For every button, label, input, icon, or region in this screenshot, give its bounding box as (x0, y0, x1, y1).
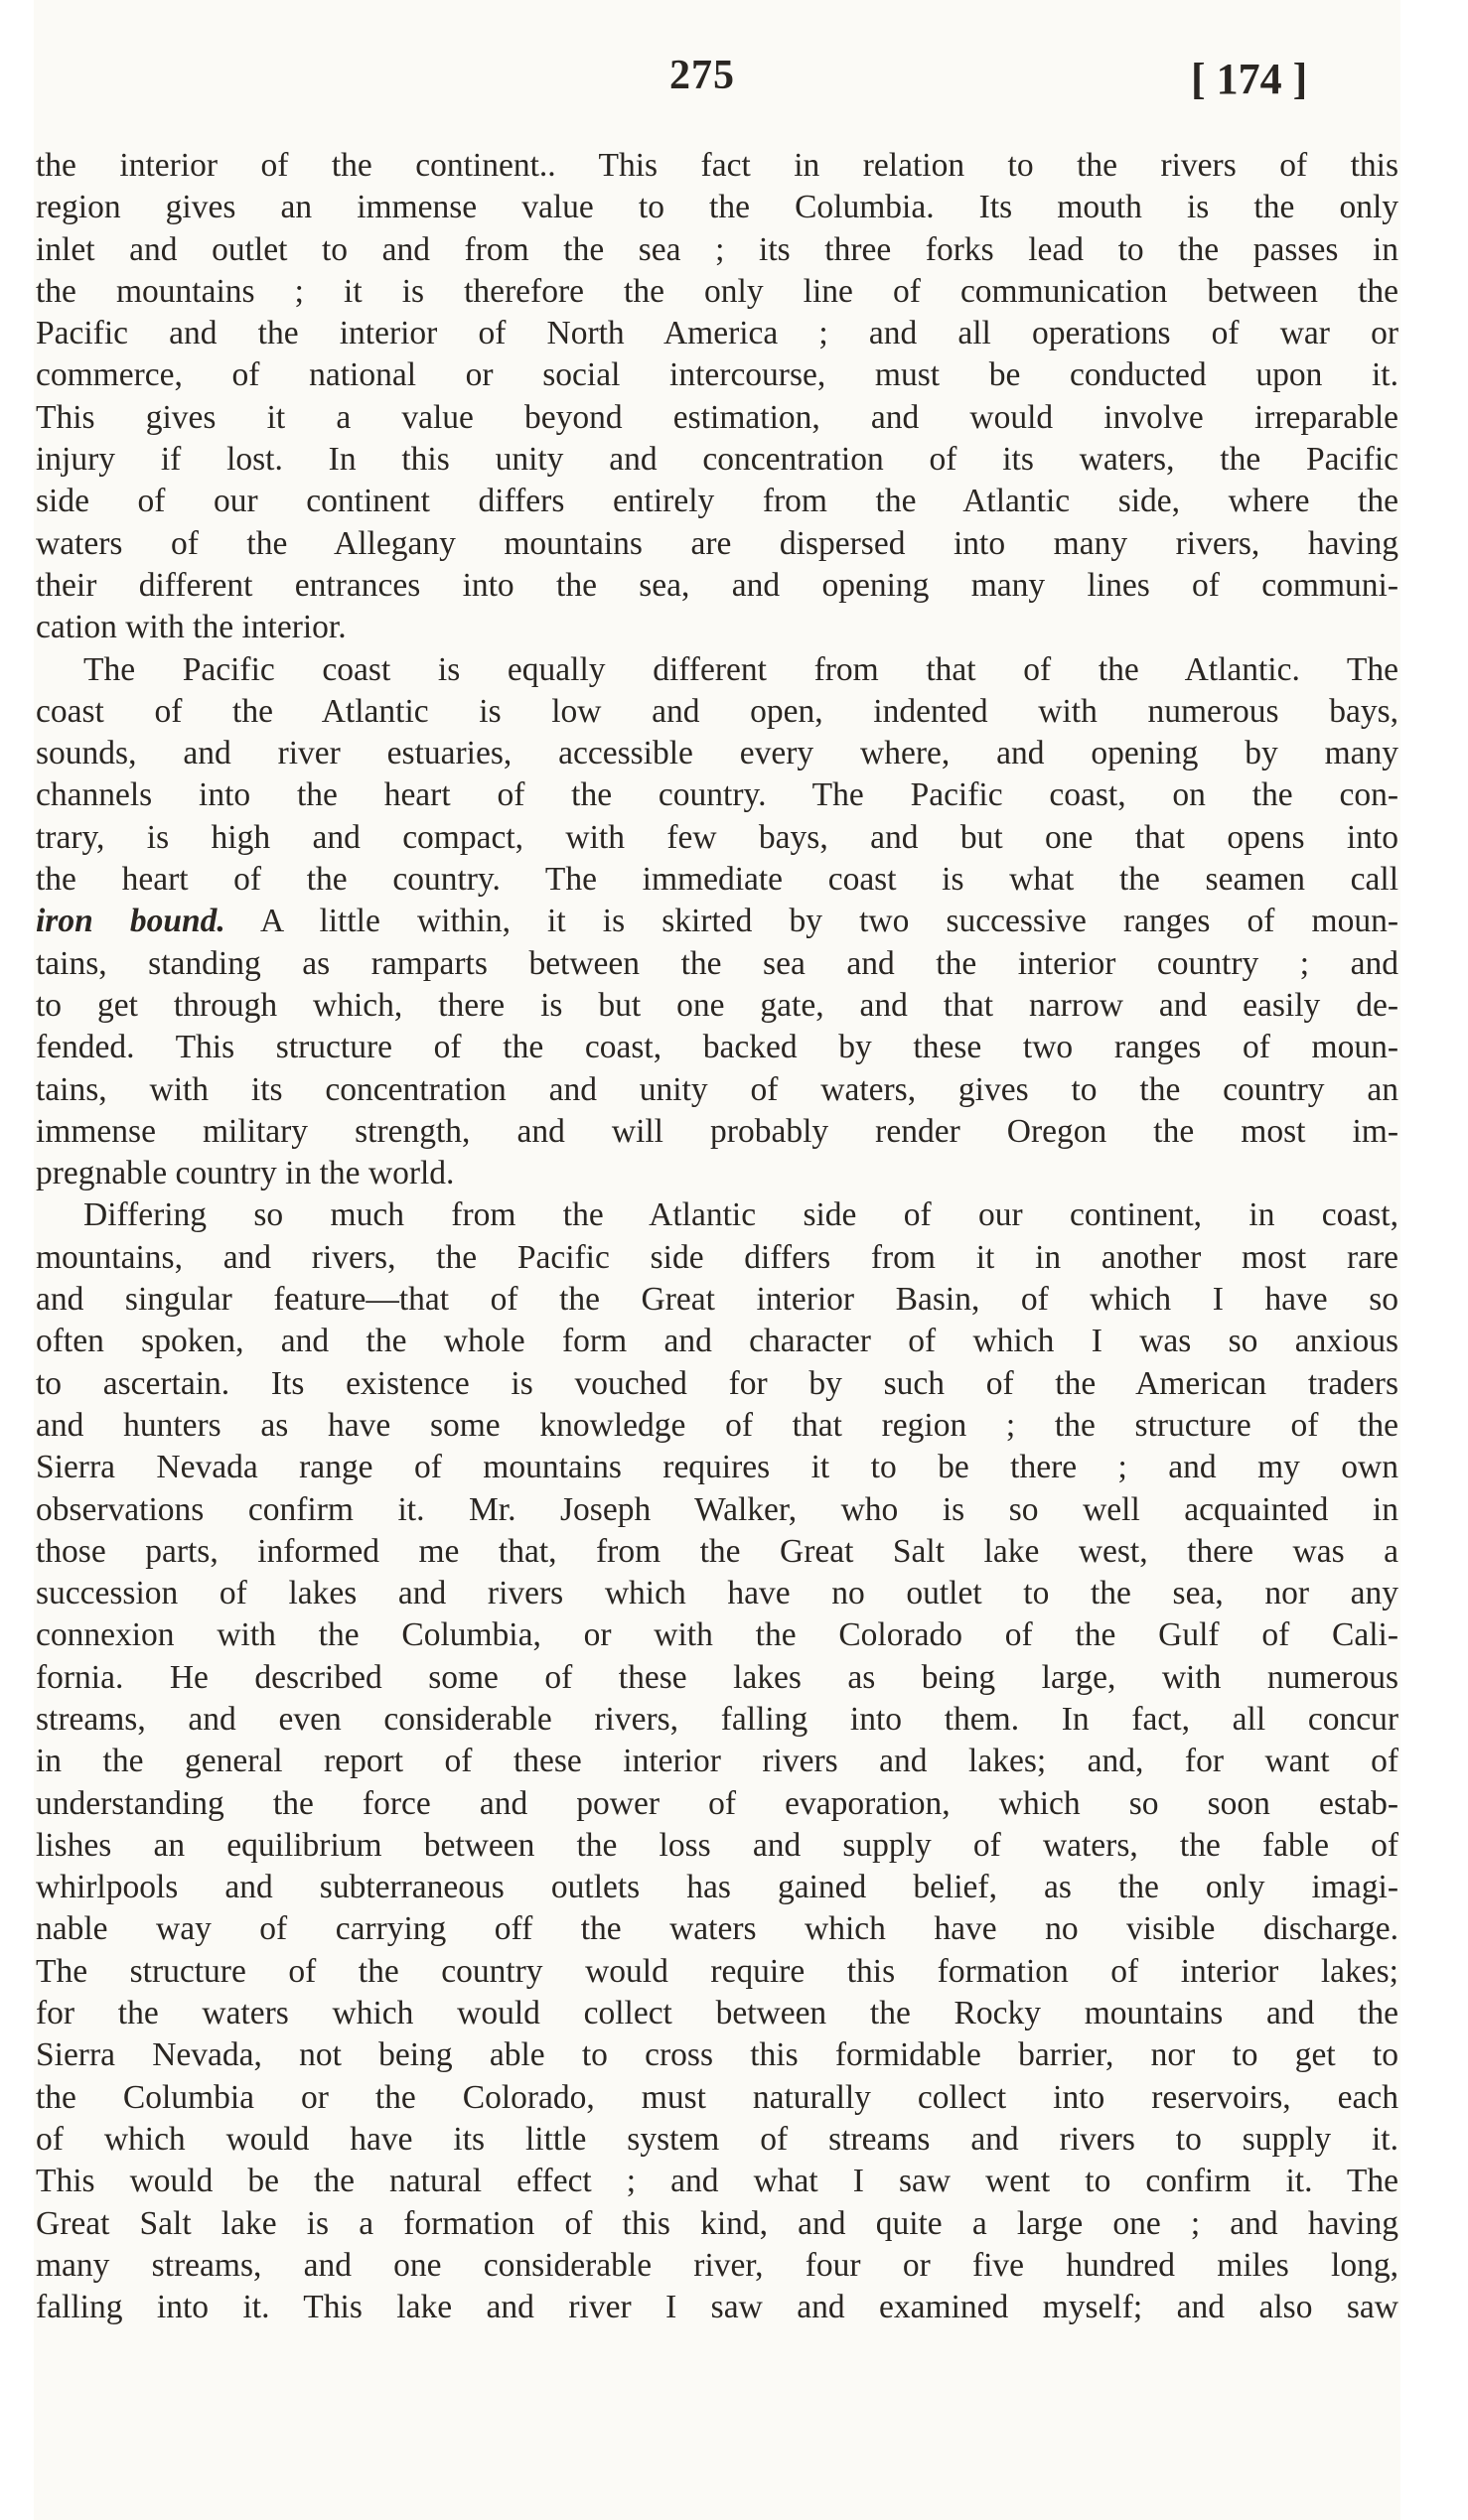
text-line: in the general report of these interior rivers and lakes; and, for want of (36, 1743, 1398, 1780)
page-header (34, 52, 1400, 111)
text-line: of which would have its little system of streams and rivers to supply it. (36, 2120, 1398, 2158)
text-line: Pacific and the interior of North America ; and all operations of war or (36, 315, 1398, 352)
text-line: lishes an equilibrium between the loss and supply of waters, the fable of (36, 1826, 1398, 1864)
italic-phrase: iron bound. (36, 903, 225, 940)
text-line: Great Salt lake is a formation of this kind, and quite a large one ; and having (36, 2204, 1398, 2242)
text-line: and singular feature—that of the Great interior Basin, of which I have so (36, 1281, 1398, 1319)
paragraph (36, 145, 1398, 649)
text-line: the mountains ; it is therefore the only line of communication between the (36, 272, 1398, 310)
text-fragment: A little within, it is skirted by two successive ranges of moun- (224, 903, 1398, 940)
text-line: succession of lakes and rivers which have no outlet to the sea, nor any (36, 1575, 1398, 1612)
text-line: Sierra Nevada range of mountains requires it to be there ; and my own (36, 1449, 1398, 1486)
text-line: channels into the heart of the country. The Pacific coast, on the con- (36, 776, 1398, 814)
text-line: often spoken, and the whole form and character of which I was so anxious (36, 1323, 1398, 1360)
text-line: inlet and outlet to and from the sea ; its three forks lead to the passes in (36, 230, 1398, 268)
text-line: understanding the force and power of evaporation, which so soon estab- (36, 1784, 1398, 1822)
text-line: the interior of the continent.. This fact in relation to the rivers of this (36, 147, 1398, 184)
text-line: pregnable country in the world. (36, 1155, 455, 1192)
text-line (36, 901, 1398, 942)
text-line: to get through which, there is but one gate, and that narrow and easily de- (36, 986, 1398, 1024)
text-line: The Pacific coast is equally different from that of the Atlantic. The (83, 650, 1398, 688)
text-line: those parts, informed me that, from the Great Salt lake west, there was a (36, 1532, 1398, 1570)
text-line: tains, standing as ramparts between the sea and the interior country ; and (36, 944, 1398, 982)
text-line: whirlpools and subterraneous outlets has gained belief, as the only imagi- (36, 1869, 1398, 1906)
text-line: coast of the Atlantic is low and open, indented with numerous bays, (36, 692, 1398, 730)
text-line: to ascertain. Its existence is vouched for by such of the American traders (36, 1364, 1398, 1402)
text-line: This would be the natural effect ; and what I saw went to confirm it. The (36, 2163, 1398, 2200)
text-line: injury if lost. In this unity and concentration of its waters, the Pacific (36, 441, 1398, 479)
text-line: fended. This structure of the coast, backed by these two ranges of moun- (36, 1029, 1398, 1066)
text-line: the Columbia or the Colorado, must naturally collect into reservoirs, each (36, 2078, 1398, 2116)
text-line: many streams, and one considerable river, four or five hundred miles long, (36, 2246, 1398, 2284)
body-text (36, 145, 1398, 2328)
text-line: falling into it. This lake and river I saw and examined myself; and also saw (36, 2289, 1398, 2326)
text-line: region gives an immense value to the Columbia. Its mouth is the only (36, 189, 1398, 226)
text-line: fornia. He described some of these lakes as being large, with numerous (36, 1658, 1398, 1696)
text-line: cation with the interior. (36, 609, 347, 646)
text-line: for the waters which would collect between the Rocky mountains and the (36, 1995, 1398, 2032)
text-line: sounds, and river estuaries, accessible every where, and opening by many (36, 735, 1398, 772)
document-number: [ 174 ] (1191, 55, 1308, 103)
text-line: Sierra Nevada, not being able to cross this formidable barrier, nor to get to (36, 2036, 1398, 2074)
text-line: and hunters as have some knowledge of that region ; the structure of the (36, 1406, 1398, 1444)
text-line: mountains, and rivers, the Pacific side differs from it in another most rare (36, 1238, 1398, 1276)
text-line: trary, is high and compact, with few bays, and but one that opens into (36, 818, 1398, 856)
text-line: The structure of the country would require this formation of interior lakes; (36, 1952, 1398, 1990)
text-line: Differing so much from the Atlantic side of our continent, in coast, (83, 1196, 1398, 1234)
paragraph (36, 649, 1398, 1195)
text-line: commerce, of national or social intercourse, must be conducted upon it. (36, 356, 1398, 394)
text-line: tains, with its concentration and unity of waters, gives to the country an (36, 1070, 1398, 1108)
text-line: observations confirm it. Mr. Joseph Walker, who is so well acquainted in (36, 1490, 1398, 1528)
text-line: nable way of carrying off the waters which have no visible discharge. (36, 1910, 1398, 1948)
text-line: connexion with the Columbia, or with the Colorado of the Gulf of Cali- (36, 1616, 1398, 1654)
text-line: the heart of the country. The immediate coast is what the seamen call (36, 861, 1398, 899)
page-number: 275 (669, 53, 735, 98)
document-page (34, 0, 1400, 2520)
text-line: their different entrances into the sea, and opening many lines of communi- (36, 566, 1398, 604)
paragraph (36, 1194, 1398, 2328)
text-line: streams, and even considerable rivers, falling into them. In fact, all concur (36, 1700, 1398, 1738)
text-line: waters of the Allegany mountains are dispersed into many rivers, having (36, 524, 1398, 562)
text-line: immense military strength, and will probably render Oregon the most im- (36, 1112, 1398, 1150)
text-line: This gives it a value beyond estimation, and would involve irreparable (36, 398, 1398, 436)
text-line: side of our continent differs entirely from the Atlantic side, where the (36, 483, 1398, 520)
